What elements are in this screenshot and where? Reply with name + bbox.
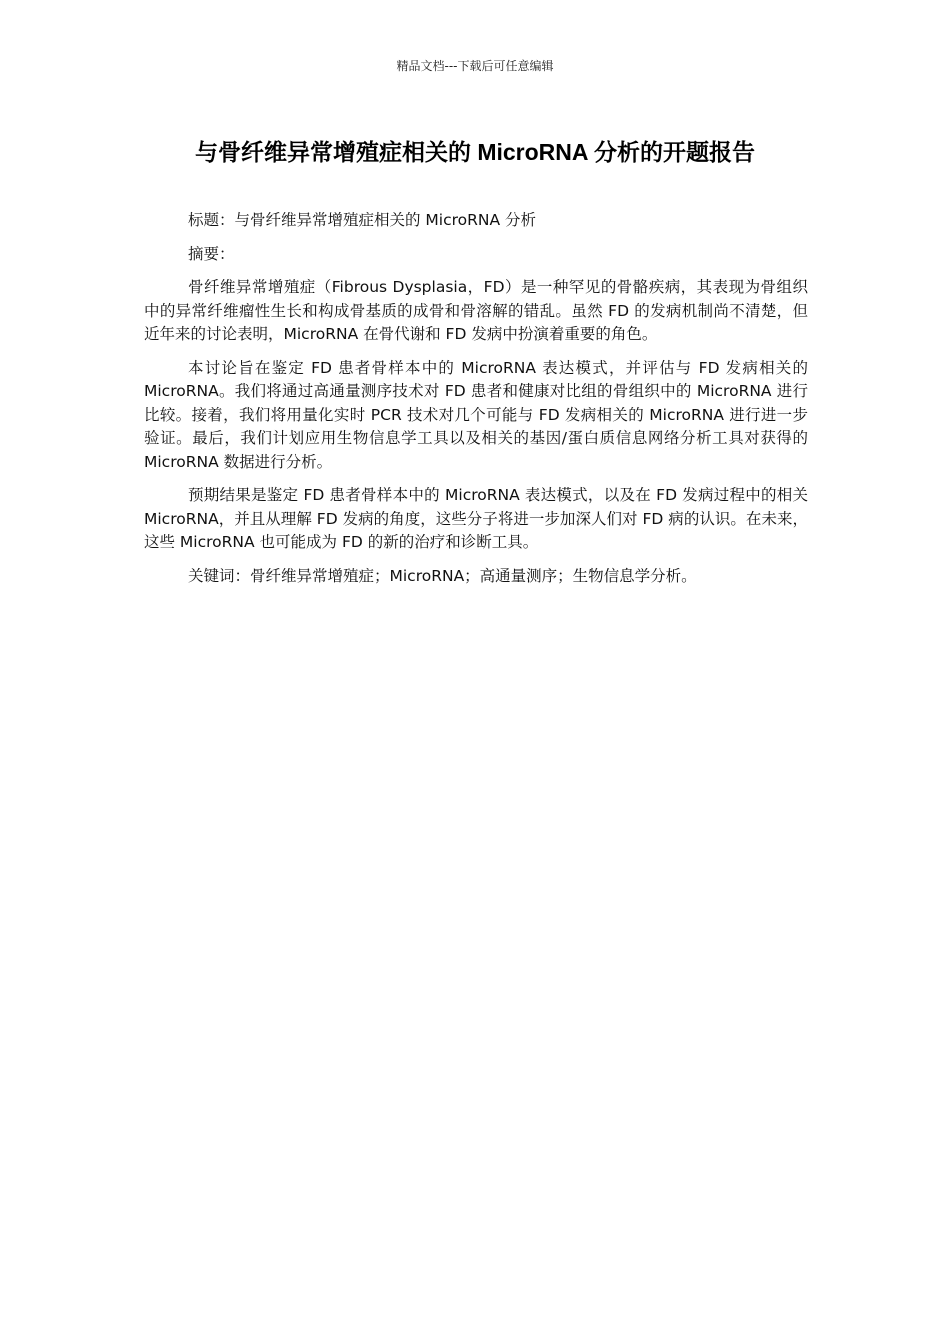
- abstract-label: 摘要：: [188, 244, 235, 263]
- abstract-paragraph-1: 骨纤维异常增殖症（Fibrous Dysplasia，FD）是一种罕见的骨骼疾病，其表现为骨组织中的异常纤维瘤性生长和构成骨基质的成骨和骨溶解的错乱。虽然 FD 的发病机制尚不清楚，但近年来的讨论表明，MicroRNA 在骨代谢和 FD 发病中扮演着重要的角色。: [144, 278, 808, 343]
- keywords-line: 关键词：骨纤维异常增殖症；MicroRNA；高通量测序；生物信息学分析。: [188, 566, 697, 585]
- document-title: 与骨纤维异常增殖症相关的 MicroRNA 分析的开题报告: [194, 139, 756, 165]
- subject-line: 标题：与骨纤维异常增殖症相关的 MicroRNA 分析: [188, 211, 537, 229]
- abstract-paragraph-3: 预期结果是鉴定 FD 患者骨样本中的 MicroRNA 表达模式，以及在 FD 发病过程中的相关 MicroRNA，并且从理解 FD 发病的角度，这些分子将进一步加深人们对 FD 病的认识。在未来，这些 MicroRNA 也可能成为 FD 的新的治疗和诊断工具。: [144, 486, 808, 551]
- abstract-paragraph-2: 本讨论旨在鉴定 FD 患者骨样本中的 MicroRNA 表达模式，并评估与 FD 发病相关的 MicroRNA。我们将通过高通量测序技术对 FD 患者和健康对比组的骨组织中的 MicroRNA 进行比较。接着，我们将用量化实时 PCR 技术对几个可能与 FD 发病相关的 MicroRNA 进行进一步验证。最后，我们计划应用生物信息学工具以及相关的基因/蛋白质信息网络分析工具对获得的 MicroRNA 数据进行分析。: [144, 358, 808, 471]
- header-note: 精品文档---下载后可任意编辑: [396, 59, 554, 73]
- document-body: [144, 209, 808, 598]
